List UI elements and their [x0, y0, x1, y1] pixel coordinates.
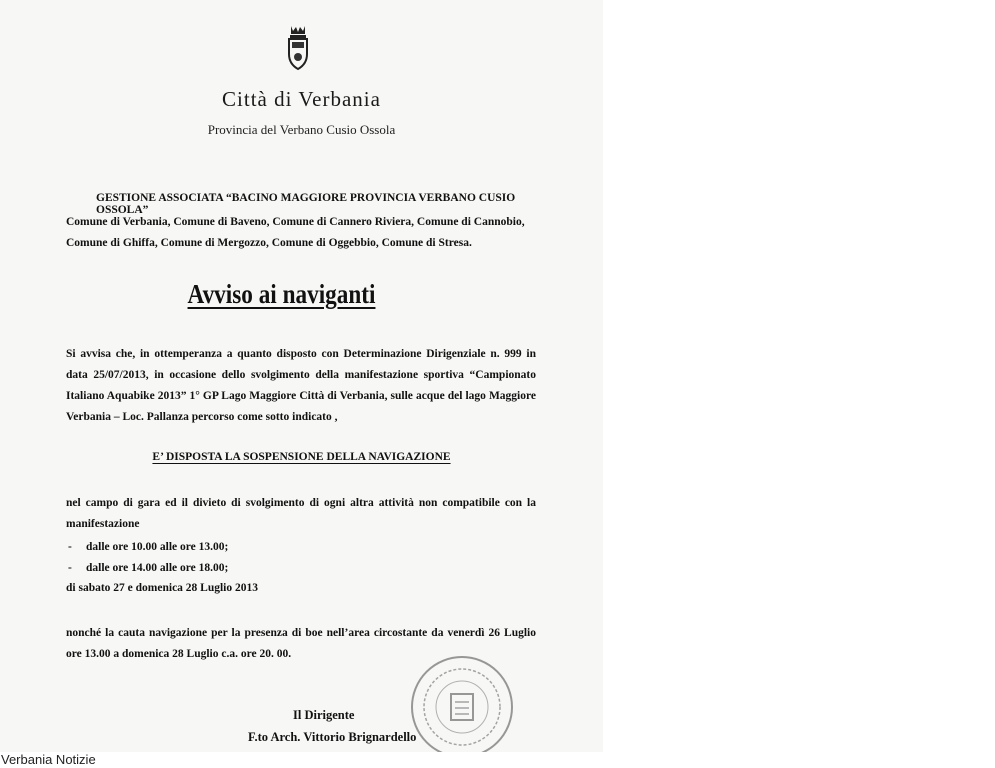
source-caption: Verbania Notizie: [1, 752, 96, 767]
notice-title: Avviso ai naviganti: [187, 279, 376, 309]
official-stamp-icon: [407, 652, 517, 752]
time-slot-item: - dalle ore 10.00 alle ore 13.00;: [66, 537, 536, 558]
time-slot-item: - dalle ore 14.00 alle ore 18.00;: [66, 558, 536, 579]
notice-intro: Si avvisa che, in ottemperanza a quanto disposto con Determinazione Dirigenziale n. 999 in data 25/07/2013, in occasione dello svolgimento della manifestazione sportiva “Campionato Italiano Aquabike 2013” 1° GP Lago Maggiore Città di Verbania, sulle acque del lago Maggiore Verbania – Loc. Pallanza percorso come sotto indicato ,: [66, 348, 536, 423]
association-members: Comune di Verbania, Comune di Baveno, Comune di Cannero Riviera, Comune di Cannobio, Comune di Ghiffa, Comune di Mergozzo, Comune di Oggebbio, Comune di Stresa.: [66, 216, 525, 249]
signatory-role: Il Dirigente: [293, 708, 355, 722]
navigation-suspension-heading: E’ DISPOSTA LA SOSPENSIONE DELLA NAVIGAZIONE: [152, 451, 451, 463]
signatory-name: F.to Arch. Vittorio Brignardello: [248, 730, 417, 744]
notice-scope: nel campo di gara ed il divieto di svolgimento di ogni altra attività non compatibile con la manifestazione: [66, 497, 536, 530]
caution-notice: nonché la cauta navigazione per la presenza di boe nell’area circostante da venerdì 26 Luglio ore 13.00 a domenica 28 Luglio c.a. ore 20. 00.: [66, 627, 536, 660]
city-title: Città di Verbania: [222, 87, 381, 111]
province-name: Provincia del Verbano Cusio Ossola: [207, 122, 396, 137]
association-title: GESTIONE ASSOCIATA “BACINO MAGGIORE PROVINCIA VERBANO CUSIO OSSOLA”: [96, 192, 516, 216]
notice-dates: di sabato 27 e domenica 28 Luglio 2013: [66, 582, 259, 594]
city-crest-icon: [283, 24, 313, 72]
time-slot-list: [66, 537, 536, 579]
